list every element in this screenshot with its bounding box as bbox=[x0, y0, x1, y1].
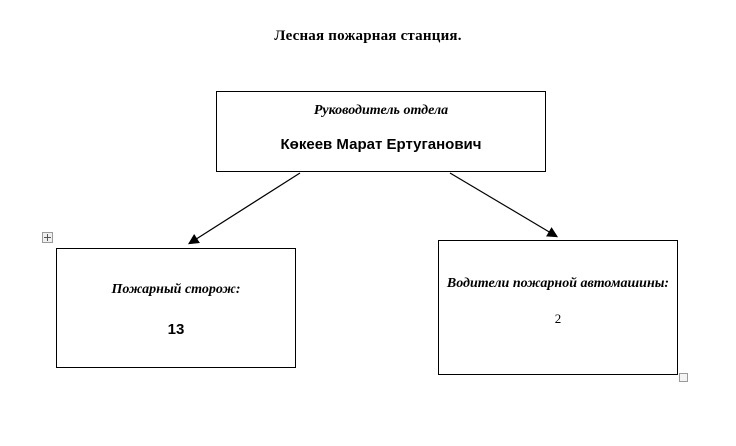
node-head-name: Көкеев Марат Ертуганович bbox=[280, 135, 482, 153]
node-drivers-role: Водители пожарной автомашины: bbox=[446, 276, 670, 291]
node-watchman-count: 13 bbox=[167, 320, 185, 338]
node-drivers[interactable] bbox=[438, 240, 678, 375]
page-title: Лесная пожарная станция. bbox=[274, 28, 462, 44]
node-watchman[interactable] bbox=[56, 248, 296, 368]
node-head-role: Руководитель отдела bbox=[313, 103, 449, 118]
move-handle-icon[interactable] bbox=[42, 232, 53, 243]
node-watchman-role: Пожарный сторож: bbox=[111, 282, 241, 297]
edge-head-to-drivers bbox=[450, 173, 556, 236]
node-drivers-count: 2 bbox=[554, 310, 562, 326]
node-head[interactable] bbox=[216, 91, 546, 172]
edge-head-to-watchman bbox=[190, 173, 300, 243]
resize-handle-icon[interactable] bbox=[679, 373, 688, 382]
